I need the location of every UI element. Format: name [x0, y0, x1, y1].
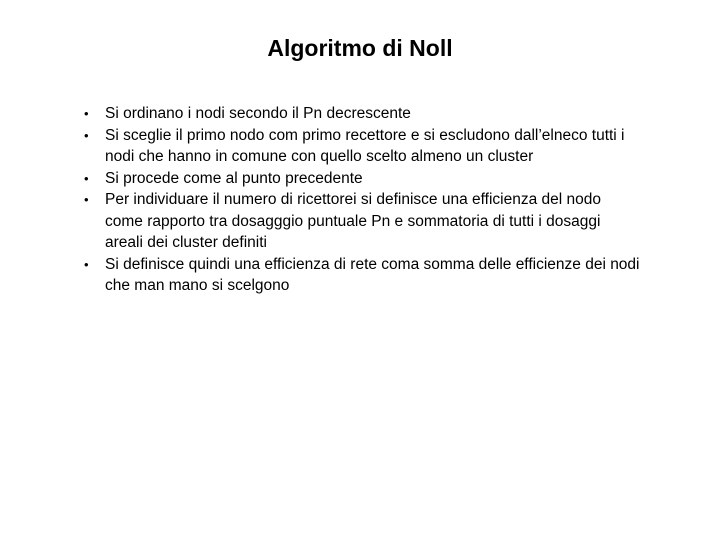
- bullet-text: Si definisce quindi una efficienza di rete coma somma delle efficienze dei nodi che man mano si scelgono: [105, 255, 640, 294]
- bullet-icon: •: [84, 192, 89, 207]
- bullet-item: [80, 125, 640, 168]
- bullet-item: [80, 189, 640, 254]
- slide-title: Algoritmo di Noll: [267, 35, 453, 61]
- bullet-item: [80, 254, 640, 297]
- bullet-text: Si sceglie il primo nodo com primo recettore e si escludono dall’elneco tutti i nodi che hanno in comune con quello scelto almeno un cluster: [105, 126, 625, 165]
- bullet-item: [80, 168, 640, 190]
- bullet-icon: •: [84, 106, 89, 121]
- bullet-icon: •: [84, 256, 89, 272]
- bullet-text: Si procede come al punto precedente: [105, 169, 363, 187]
- bullet-text: Per individuare il numero di ricettorei si definisce una efficienza del nodo come rapporto tra dosagggio puntuale Pn e sommatoria di tutti i dosaggi areali dei cluster definiti: [105, 191, 601, 251]
- bullet-list: [80, 103, 640, 297]
- bullet-item: [80, 103, 640, 125]
- bullet-icon: •: [84, 127, 89, 143]
- bullet-text: Si ordinano i nodi secondo il Pn decrescente: [105, 105, 411, 122]
- bullet-icon: •: [84, 170, 89, 186]
